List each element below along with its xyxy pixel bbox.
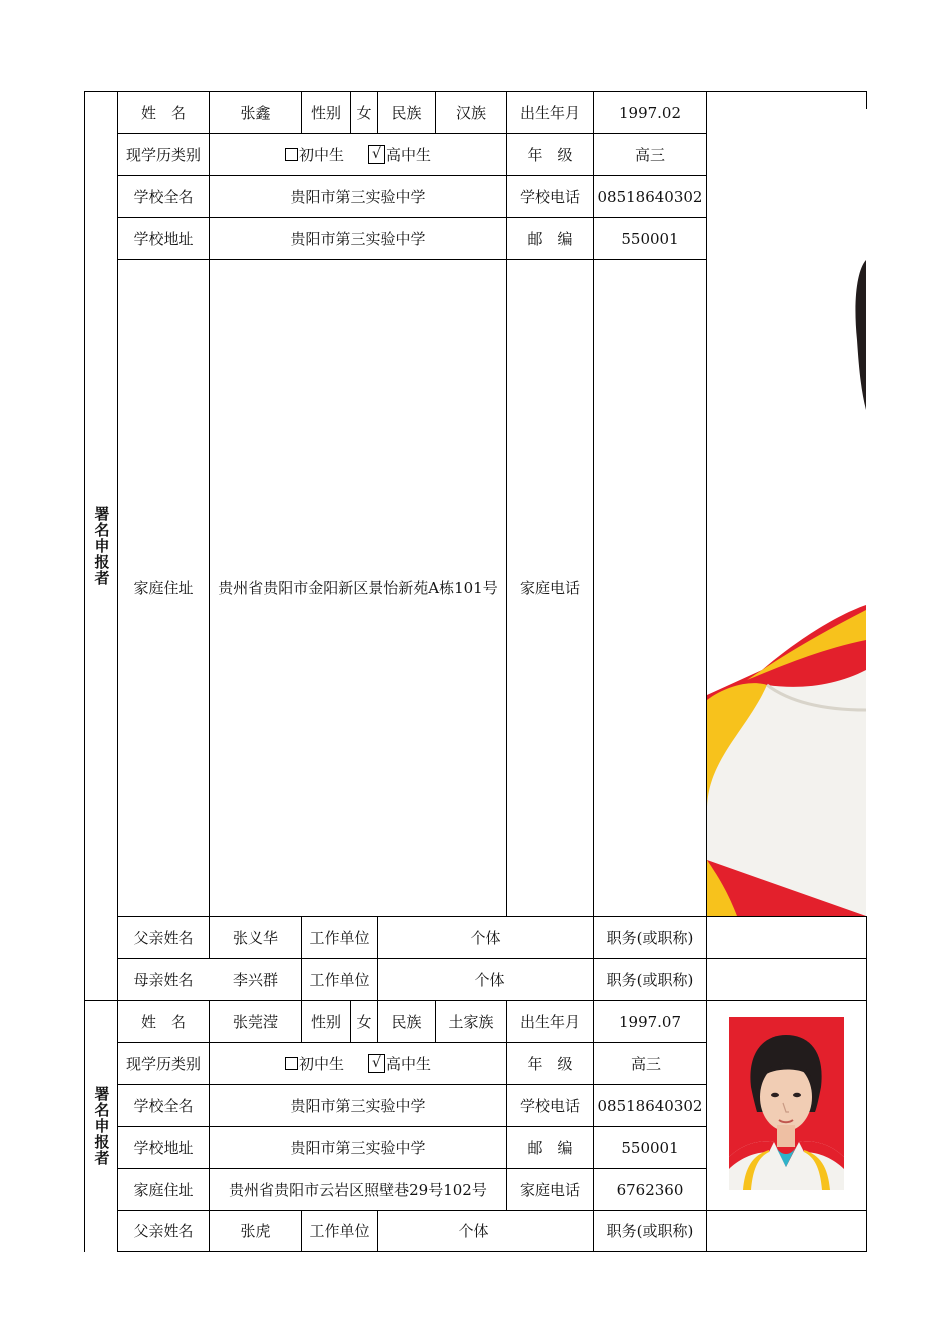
ethnicity-value: 汉族 (455, 103, 486, 122)
grade-label: 年 级 (527, 145, 573, 164)
ethnicity-value: 土家族 (448, 1012, 494, 1031)
mother-unit-label: 工作单位 (309, 970, 370, 989)
edu-type-label: 现学历类别 (125, 1054, 201, 1073)
checkbox-unchecked-icon[interactable] (285, 148, 298, 161)
home-phone-value: 6762360 (616, 1180, 684, 1199)
postcode-value: 550001 (621, 1138, 679, 1157)
checkbox-checked-icon[interactable]: √ (368, 1054, 385, 1073)
name-label: 姓 名 (140, 1012, 186, 1031)
edu-type-label: 现学历类别 (125, 145, 201, 164)
section-label (85, 91, 117, 1000)
gender-value: 女 (356, 1012, 372, 1031)
option-senior[interactable]: √ 高中生 (368, 1054, 431, 1073)
home-phone-value (594, 260, 706, 916)
school-name-label: 学校全名 (133, 187, 194, 206)
option-junior[interactable]: 初中生 (285, 146, 344, 164)
home-addr-label: 家庭住址 (133, 579, 194, 597)
grade-value: 高三 (630, 1054, 661, 1073)
ethnicity-label: 民族 (391, 1012, 422, 1031)
checkbox-checked-icon[interactable]: √ (368, 145, 385, 164)
father-position-label: 职务(或职称) (606, 928, 694, 947)
school-phone-value: 08518640302 (597, 187, 703, 206)
mother-unit-value: 个体 (474, 970, 505, 989)
home-addr-label: 家庭住址 (133, 1180, 194, 1199)
checkbox-unchecked-icon[interactable] (285, 1057, 298, 1070)
school-addr-value: 贵阳市第三实验中学 (290, 1138, 426, 1157)
father-position-value (707, 1211, 866, 1251)
ethnicity-label: 民族 (391, 103, 422, 122)
applicant-name: 张鑫 (240, 103, 271, 122)
father-name: 张虎 (240, 1222, 271, 1240)
home-addr-value: 贵州省贵阳市金阳新区景怡新苑A栋101号 (218, 579, 498, 597)
school-phone-label: 学校电话 (519, 187, 580, 206)
home-phone-label: 家庭电话 (519, 1180, 580, 1199)
father-unit-value: 个体 (470, 928, 501, 947)
home-phone-label: 家庭电话 (519, 579, 580, 597)
father-unit-value: 个体 (458, 1222, 489, 1240)
gender-label: 性别 (310, 103, 341, 122)
applicant-photo (729, 1017, 844, 1190)
father-unit-label: 工作单位 (309, 1222, 370, 1240)
applicant-photo (707, 110, 866, 916)
edu-type-options (210, 134, 506, 175)
section-label-text: 署名申报者 (92, 1086, 111, 1166)
mother-name: 李兴群 (232, 970, 278, 989)
birth-value: 1997.02 (618, 103, 682, 122)
applicant-name: 张莞滢 (232, 1012, 278, 1031)
postcode-label: 邮 编 (527, 1138, 573, 1157)
school-phone-label: 学校电话 (519, 1096, 580, 1115)
school-name-label: 学校全名 (133, 1096, 194, 1115)
father-position-label: 职务(或职称) (606, 1222, 694, 1240)
school-name-value: 贵阳市第三实验中学 (290, 187, 426, 206)
father-unit-label: 工作单位 (309, 928, 370, 947)
school-addr-value: 贵阳市第三实验中学 (290, 229, 426, 248)
birth-value: 1997.07 (618, 1012, 682, 1031)
birth-label: 出生年月 (519, 103, 580, 122)
gender-value: 女 (356, 103, 372, 122)
gender-label: 性别 (310, 1012, 341, 1031)
photo-portrait (729, 1017, 844, 1190)
school-name-value: 贵阳市第三实验中学 (290, 1096, 426, 1115)
mother-position-value (707, 959, 866, 1000)
postcode-label: 邮 编 (527, 229, 573, 248)
school-phone-value: 08518640302 (597, 1096, 703, 1115)
father-label: 父亲姓名 (133, 1222, 194, 1240)
section-label-text: 署名申报者 (92, 505, 111, 586)
option-senior[interactable]: √ 高中生 (368, 145, 431, 164)
section-label (85, 1000, 117, 1252)
name-label: 姓 名 (140, 103, 186, 122)
option-junior[interactable]: 初中生 (285, 1055, 344, 1073)
grade-label: 年 级 (527, 1054, 573, 1073)
mother-label: 母亲姓名 (133, 970, 194, 989)
grade-value: 高三 (634, 145, 665, 164)
father-position-value (707, 917, 866, 958)
postcode-value: 550001 (621, 229, 679, 248)
school-addr-label: 学校地址 (133, 1138, 194, 1157)
school-addr-label: 学校地址 (133, 229, 194, 248)
birth-label: 出生年月 (519, 1012, 580, 1031)
home-addr-value: 贵州省贵阳市云岩区照壁巷29号102号 (229, 1180, 487, 1199)
father-name: 张义华 (232, 928, 278, 947)
mother-position-label: 职务(或职称) (606, 970, 694, 989)
father-label: 父亲姓名 (133, 928, 194, 947)
photo-portrait (707, 110, 866, 916)
edu-type-options (210, 1043, 506, 1084)
